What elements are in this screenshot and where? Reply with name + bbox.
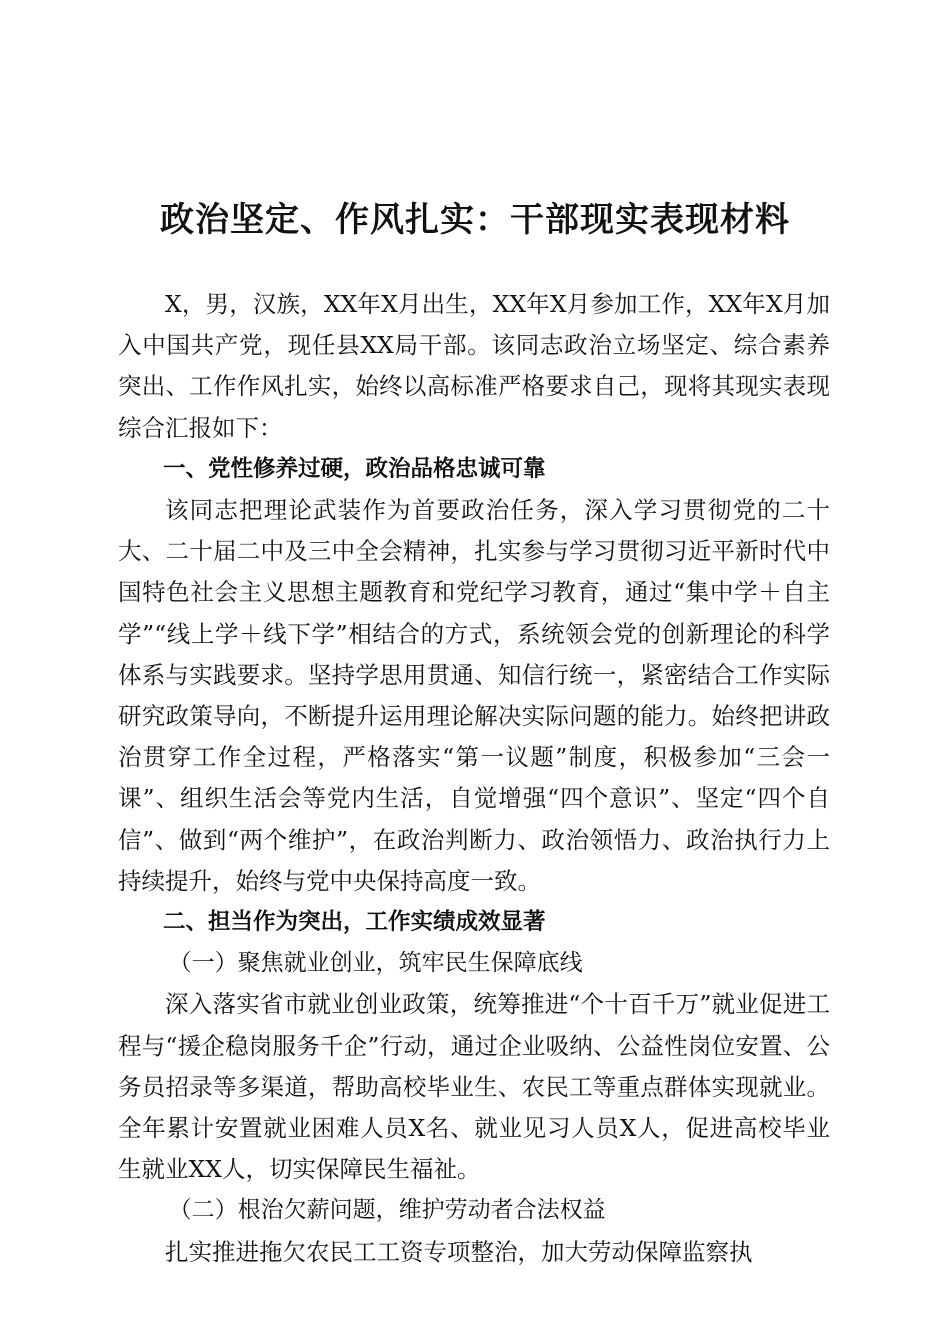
subsection-2-paragraph: 扎实推进拖欠农民工工资专项整治，加大劳动保障监察执 [165, 1237, 753, 1266]
subsection-2-heading: （二）根治欠薪问题，维护劳动者合法权益 [168, 1197, 606, 1224]
subsection-1-paragraph: 深入落实省市就业创业政策，统筹推进“个十百千万”就业促进工程与“援企稳岗服务千企”行动，通过企业吸纳、公益性岗位安置、公务员招录等多渠道，帮助高校毕业生、农民工等重点群体实现就业。全年累计安置就业困难人员X名、就业见习人员X人，促进高校毕业生就业XX人，切实保障民生福祉。 [118, 990, 830, 1184]
subsection-1-heading: （一）聚焦就业创业，筑牢民生保障底线 [168, 950, 583, 977]
section-1-paragraph: 该同志把理论武装作为首要政治任务，深入学习贯彻党的二十大、二十届二中及三中全会精神，扎实参与学习贯彻习近平新时代中国特色社会主义思想主题教育和党纪学习教育，通过“集中学＋自主学”“线上学＋线下学”相结合的方式，系统领会党的创新理论的科学体系与实践要求。坚持学思用贯通、知信行统一，紧密结合工作实际研究政策导向，不断提升运用理论解决实际问题的能力。始终把讲政治贯穿工作全过程，严格落实“第一议题”制度，积极参加“三会一课”、组织生活会等党内生活，自觉增强“四个意识”、坚定“四个自信”、做到“两个维护”，在政治判断力、政治领悟力、政治执行力上持续提升，始终与党中央保持高度一致。 [118, 496, 830, 895]
intro-paragraph: X，男，汉族，XX年X月出生，XX年X月参加工作，XX年X月加入中国共产党，现任县XX局干部。该同志政治立场坚定、综合素养突出、工作作风扎实，始终以高标准严格要求自己，现将其现实表现综合汇报如下： [118, 290, 830, 442]
document-title: 政治坚定、作风扎实：干部现实表现材料 [160, 200, 790, 240]
section-2-heading: 二、担当作为突出，工作实绩成效显著 [163, 909, 546, 936]
document-body [118, 284, 830, 1273]
section-1-heading: 一、党性修养过硬，政治品格忠诚可靠 [163, 455, 546, 482]
